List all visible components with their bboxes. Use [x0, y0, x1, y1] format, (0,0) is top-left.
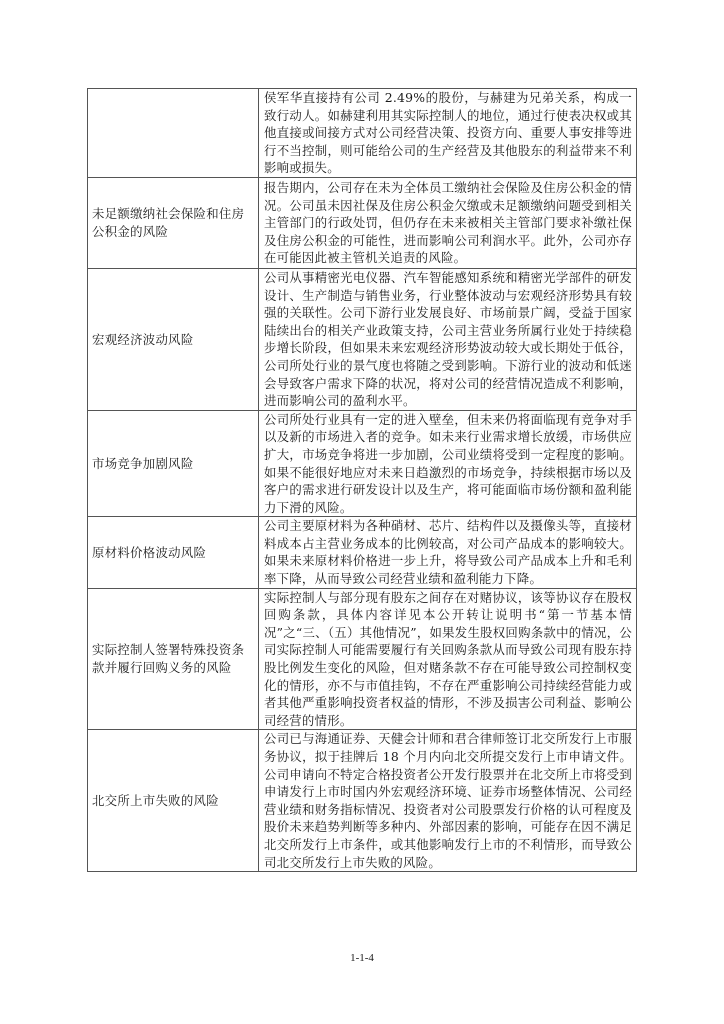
page-number: 1-1-4: [350, 952, 374, 964]
risk-name-cell: [88, 89, 259, 178]
risk-description-cell: [259, 268, 637, 410]
risk-row-competition: [88, 410, 637, 517]
risk-description-cell: [259, 588, 637, 730]
risk-description-cell: [259, 730, 637, 872]
risk-row-listing-failure: [88, 730, 637, 872]
risk-row-raw-materials: [88, 517, 637, 588]
risk-description: 公司已与海通证券、天健会计师和君合律师签订北交所发行上市服务协议，拟于挂牌后 18 个月内向北交所提交发行上市申请文件。公司申请向不特定合格投资者公开发行股票并在北交所上市将受到申请发行上市时国内外宏观经济环境、证券市场整体情况、公司经营业绩和财务指标情况、投资者对公司股票发行价格的认可程度及股价未来趋势判断等多种内、外部因素的影响，可能存在因不满足北交所发行上市条件，或其他影响发行上市的不利情形，而导致公司北交所发行上市失败的风险。: [264, 731, 632, 870]
risk-name: 北交所上市失败的风险: [92, 792, 219, 808]
risk-name-cell: [88, 517, 259, 588]
risk-name-cell: [88, 410, 259, 517]
risk-description: 公司主要原材料为各种硝材、芯片、结构件以及摄像头等，直接材料成本占主营业务成本的比例较高，对公司产品成本的影响较大。如果未来原材料价格进一步上升，将导致公司产品成本上升和毛利率下降，从而导致公司经营业绩和盈利能力下降。: [264, 518, 632, 587]
risk-name: 市场竞争加剧风险: [92, 455, 194, 471]
risk-row-controller-continued: [88, 89, 637, 178]
risk-name: 未足额缴纳社会保险和住房公积金的风险: [92, 206, 245, 239]
risk-name-cell: [88, 588, 259, 730]
risk-description-cell: [259, 410, 637, 517]
risk-description-cell: [259, 177, 637, 268]
risk-name-cell: [88, 268, 259, 410]
risk-row-macroeconomic: [88, 268, 637, 410]
risk-name: 宏观经济波动风险: [92, 331, 194, 347]
risk-description-cell: [259, 517, 637, 588]
risk-description: 报告期内，公司存在未为全体员工缴纳社会保险及住房公积金的情况。公司虽未因社保及住房公积金欠缴或未足额缴纳问题受到相关主管部门的行政处罚，但仍存在未来被相关主管部门要求补缴社保及住房公积金的可能性，进而影响公司利润水平。此外，公司亦存在可能因此被主管机关追责的风险。: [264, 179, 632, 266]
risk-table: [87, 88, 637, 872]
risk-row-buyback: [88, 588, 637, 730]
risk-name-cell: [88, 730, 259, 872]
risk-name: 实际控制人签署特殊投资条款并履行回购义务的风险: [92, 642, 245, 676]
risk-row-social-insurance: [88, 177, 637, 268]
risk-description: 侯军华直接持有公司 2.49%的股份，与赫建为兄弟关系，构成一致行动人。如赫建利用其实际控制人的地位，通过行使表决权或其他直接或间接方式对公司经营决策、投资方向、重要人事安排等进行不当控制，则可能给公司的生产经营及其他股东的利益带来不利影响或损失。: [264, 90, 632, 176]
risk-description-cell: [259, 89, 637, 178]
risk-description: 实际控制人与部分现有股东之间存在对赌协议，该等协议存在股权回购条款，具体内容详见本公开转让说明书“第一节基本情况”之“三、（五）其他情况”，如果发生股权回购条款中的情况，公司实际控制人可能需要履行有关回购条款从而导致公司现有股东持股比例发生变化的风险，但对赌条款不存在可能导致公司控制权变化的情形，亦不与市值挂钩，不存在严重影响公司持续经营能力或者其他严重影响投资者权益的情形，不涉及损害公司利益、影响公司经营的情形。: [264, 589, 632, 728]
risk-description: 公司所处行业具有一定的进入壁垒，但未来仍将面临现有竞争对手以及新的市场进入者的竞争。如未来行业需求增长放缓，市场供应扩大，市场竞争将进一步加剧，公司业绩将受到一定程度的影响。如果不能很好地应对未来日趋激烈的市场竞争，持续根据市场以及客户的需求进行研发设计以及生产，将可能面临市场份额和盈利能力下滑的风险。: [264, 411, 632, 515]
risk-name: 原材料价格波动风险: [92, 544, 207, 560]
risk-description: 公司从事精密光电仪器、汽车智能感知系统和精密光学部件的研发设计、生产制造与销售业务，行业整体波动与宏观经济形势具有较强的关联性。公司下游行业发展良好、市场前景广阔，受益于国家陆续出台的相关产业政策支持，公司主营业务所属行业处于持续稳步增长阶段，但如果未来宏观经济形势波动较大或长期处于低谷，公司所处行业的景气度也将随之受到影响。下游行业的波动和低迷会导致客户需求下降的状况，将对公司的经营情况造成不利影响，进而影响公司的盈利水平。: [264, 269, 632, 409]
risk-name-cell: [88, 177, 259, 268]
